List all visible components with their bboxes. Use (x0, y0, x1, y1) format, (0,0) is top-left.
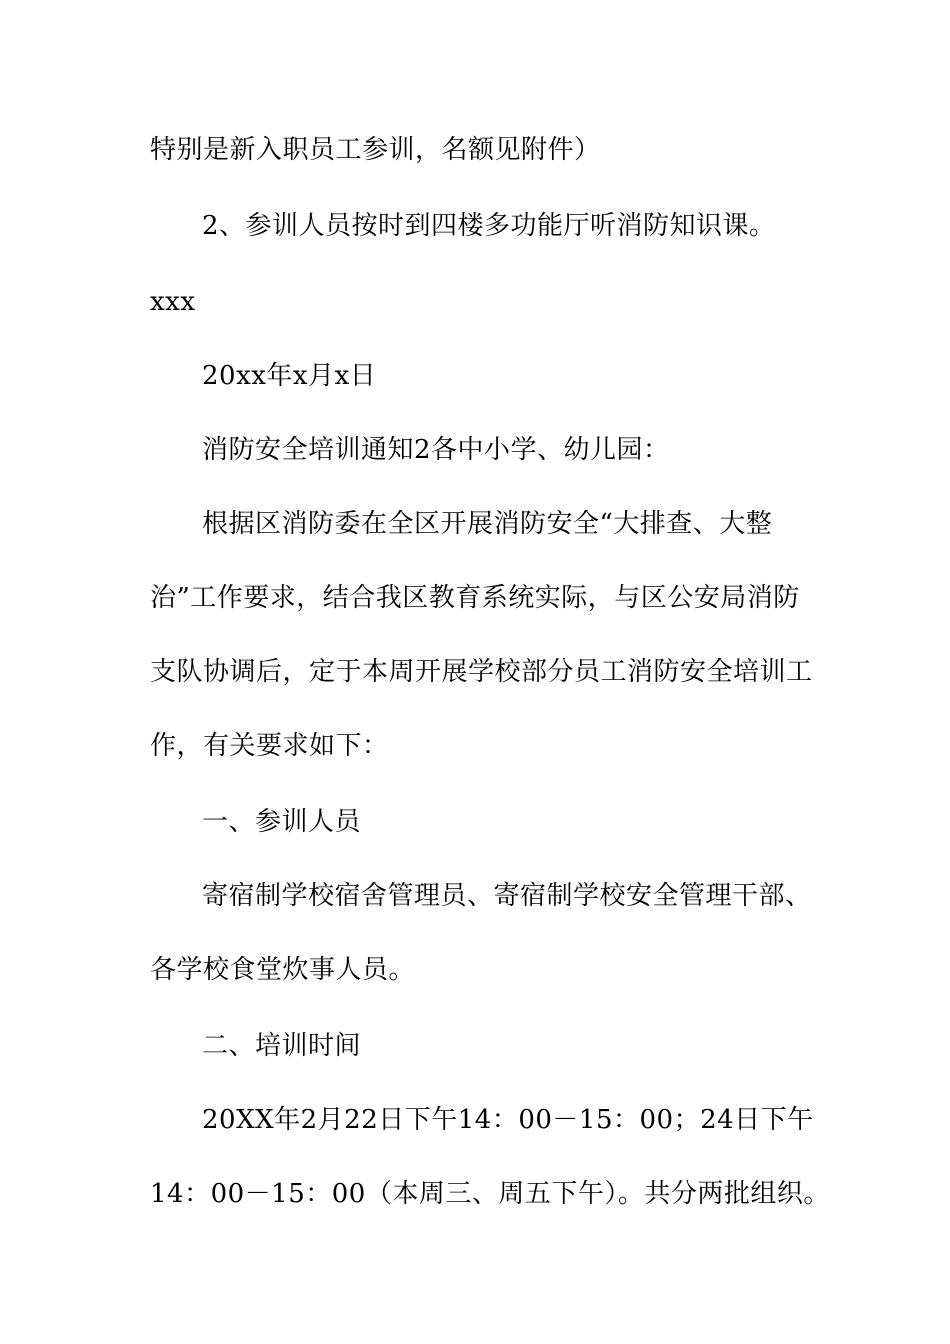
paragraph-line: 治”工作要求，结合我区教育系统实际，与区公安局消防 (150, 583, 800, 613)
signature-name: xxx (150, 287, 196, 317)
paragraph-line: 2、参训人员按时到四楼多功能厅听消防知识课。 (202, 211, 776, 241)
section-heading: 二、培训时间 (202, 1031, 362, 1061)
notice-title: 消防安全培训通知2各中小学、幼儿园： (202, 435, 670, 465)
paragraph-line: 各学校食堂炊事人员。 (150, 955, 416, 985)
paragraph-line: 根据区消防委在全区开展消防安全“大排查、大整 (202, 509, 773, 539)
paragraph-line: 特别是新入职员工参训，名额见附件） (150, 135, 601, 165)
paragraph-line: 14：00－15：00（本周三、周五下午）。共分两批组织。 (150, 1179, 830, 1209)
paragraph-line: 支队协调后，定于本周开展学校部分员工消防安全培训工 (150, 657, 813, 687)
paragraph-line: 20XX年2月22日下午14：00－15：00；24日下午 (202, 1105, 814, 1135)
date-line: 20xx年x月x日 (202, 361, 377, 391)
paragraph-line: 作，有关要求如下： (150, 731, 389, 761)
paragraph-line: 寄宿制学校宿舍管理员、寄宿制学校安全管理干部、 (202, 881, 812, 911)
section-heading: 一、参训人员 (202, 807, 362, 837)
